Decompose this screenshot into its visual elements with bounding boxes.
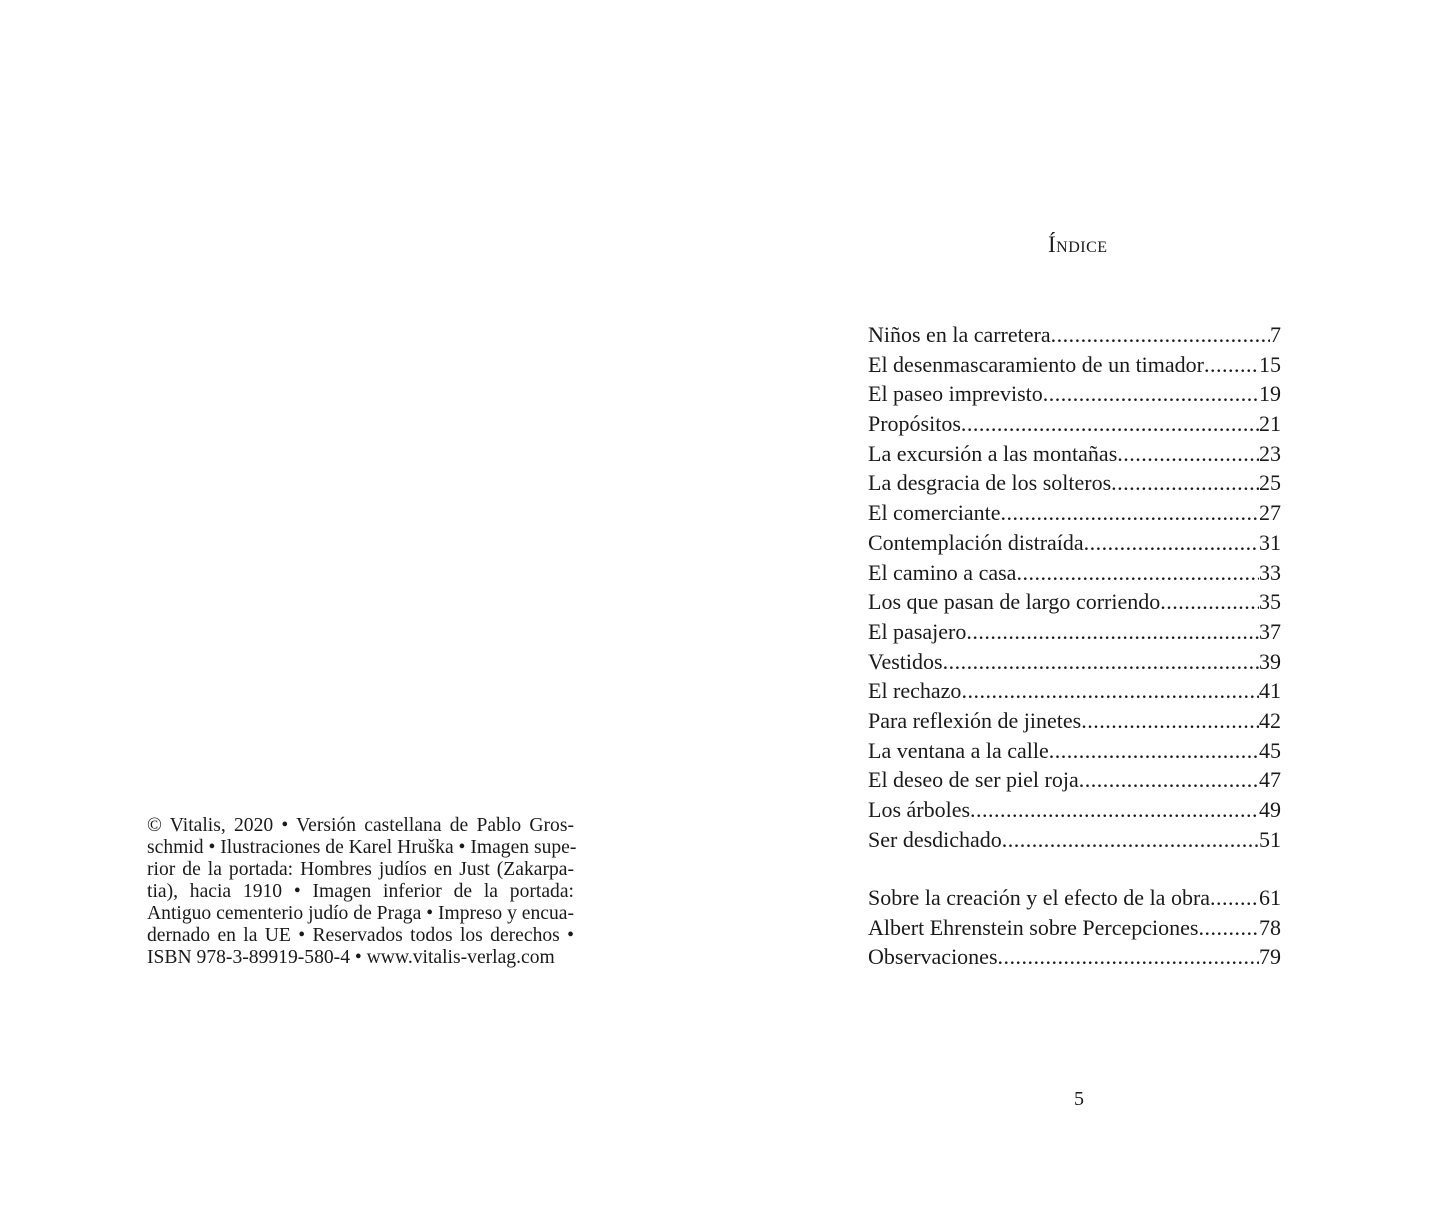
toc-entry-page: 45 xyxy=(1259,737,1281,763)
toc-entry xyxy=(868,528,1281,558)
toc-entry-title: Para reflexión de jinetes xyxy=(868,707,1082,733)
toc-dot-leader xyxy=(1117,439,1259,469)
toc-list xyxy=(868,320,1281,854)
toc-dot-leader xyxy=(998,942,1259,972)
toc-dot-leader xyxy=(1051,320,1270,350)
toc-entry xyxy=(868,765,1281,795)
toc-dot-leader xyxy=(1049,736,1259,766)
toc-entry-page: 37 xyxy=(1259,618,1281,644)
imprint-line: tia), hacia 1910 • Imagen inferior de la portada: xyxy=(147,881,574,902)
imprint-block xyxy=(147,815,577,969)
toc-entry xyxy=(868,736,1281,766)
toc-entry xyxy=(868,409,1281,439)
toc-entry-title: El deseo de ser piel roja xyxy=(868,767,1079,793)
toc-entry-page: 41 xyxy=(1259,678,1281,704)
toc-entry-page: 61 xyxy=(1259,885,1281,910)
toc-dot-leader xyxy=(1016,558,1259,588)
toc-entry-title: Observaciones xyxy=(868,944,998,970)
toc-entry-title: La ventana a la calle xyxy=(868,737,1049,763)
toc-entry-page: 25 xyxy=(1259,470,1281,496)
toc-dot-leader xyxy=(943,647,1259,677)
toc-entry xyxy=(868,942,1281,972)
toc-entry-title: El pasajero xyxy=(868,618,967,644)
toc-entry-title: Vestidos xyxy=(868,648,943,674)
toc-entry-title: El desenmascaramiento de un timador xyxy=(868,351,1204,377)
toc-entry xyxy=(868,883,1281,913)
toc-entry-page: 39 xyxy=(1259,648,1281,674)
toc-dot-leader xyxy=(961,676,1259,706)
toc-entry-title: El rechazo xyxy=(868,678,962,704)
toc-entry xyxy=(868,617,1281,647)
toc-entry-title: La desgracia de los solteros xyxy=(868,470,1112,496)
toc-entry xyxy=(868,587,1281,617)
toc-dot-leader xyxy=(1204,350,1259,380)
toc-entry-page: 35 xyxy=(1259,589,1281,615)
toc-entry-title: El camino a casa xyxy=(868,559,1017,585)
imprint-line: schmid • Ilustraciones de Karel Hruška • Imagen supe- xyxy=(147,837,577,858)
toc-dot-leader xyxy=(970,795,1259,825)
toc-title: Índice xyxy=(1048,232,1108,257)
toc-entry xyxy=(868,706,1281,736)
toc-entry-page: 49 xyxy=(1259,797,1281,822)
toc-entry-page: 42 xyxy=(1259,707,1281,733)
toc-entry-title: El comerciante xyxy=(868,500,1001,526)
toc-entry xyxy=(868,468,1281,498)
toc-entry-title: Sobre la creación y el efecto de la obra xyxy=(868,885,1211,910)
toc-entry-page: 33 xyxy=(1259,559,1281,585)
toc-entry-page: 21 xyxy=(1259,411,1281,437)
toc-entry-title: La excursión a las montañas xyxy=(868,440,1118,466)
toc-entry xyxy=(868,379,1281,409)
page-number: 5 xyxy=(1074,1088,1084,1110)
toc-entry-title: Los árboles xyxy=(868,797,971,822)
toc-entry xyxy=(868,676,1281,706)
toc-entry xyxy=(868,498,1281,528)
toc-entry xyxy=(868,439,1281,469)
toc-entry-title: Propósitos xyxy=(868,411,961,437)
toc-appendix-list xyxy=(868,883,1281,972)
toc-entry xyxy=(868,647,1281,677)
toc-entry-page: 79 xyxy=(1259,944,1281,970)
toc-dot-leader xyxy=(961,409,1259,439)
toc-entry-page: 23 xyxy=(1259,440,1281,466)
toc-dot-leader xyxy=(1160,587,1259,617)
imprint-line: © Vitalis, 2020 • Versión castellana de Pablo Gros- xyxy=(147,815,574,836)
toc-entry xyxy=(868,350,1281,380)
toc-entry xyxy=(868,913,1281,943)
toc-entry-title: Albert Ehrenstein sobre Percepciones xyxy=(868,914,1199,940)
toc-entry-title: Contemplación distraída xyxy=(868,529,1084,555)
toc-dot-leader xyxy=(1043,379,1259,409)
imprint-line: dernado en la UE • Reservados todos los derechos • xyxy=(147,925,574,946)
toc-dot-leader xyxy=(1084,528,1259,558)
toc-dot-leader xyxy=(1001,498,1259,528)
imprint-line: Antiguo cementerio judío de Praga • Impreso y encua- xyxy=(147,903,574,924)
toc-entry-title: Los que pasan de largo corriendo xyxy=(868,589,1161,615)
toc-entry-page: 51 xyxy=(1259,826,1281,852)
toc-dot-leader xyxy=(1002,825,1259,855)
toc-entry-page: 31 xyxy=(1259,529,1281,555)
toc-dot-leader xyxy=(1210,883,1259,913)
toc-entry-page: 7 xyxy=(1270,322,1281,347)
toc-dot-leader xyxy=(966,617,1259,647)
toc-dot-leader xyxy=(1111,468,1259,498)
toc-dot-leader xyxy=(1081,706,1259,736)
toc-entry-page: 47 xyxy=(1259,767,1281,793)
imprint-line: ISBN 978-3-89919-580-4 • www.vitalis-verlag.com xyxy=(147,947,555,968)
toc-entry-page: 19 xyxy=(1259,381,1281,407)
toc-dot-leader xyxy=(1199,913,1260,943)
toc-entry xyxy=(868,558,1281,588)
toc-entry-title: El paseo imprevisto xyxy=(868,381,1043,407)
toc-entry xyxy=(868,320,1281,350)
toc-entry-page: 78 xyxy=(1259,914,1281,940)
toc-entry xyxy=(868,795,1281,825)
imprint-line: rior de la portada: Hombres judíos en Just (Zakarpa- xyxy=(147,859,574,880)
toc-entry-page: 15 xyxy=(1259,351,1281,377)
toc-dot-leader xyxy=(1079,765,1259,795)
toc-entry-title: Niños en la carretera xyxy=(868,322,1051,347)
toc-entry xyxy=(868,825,1281,855)
toc-entry-title: Ser desdichado xyxy=(868,826,1002,852)
toc-entry-page: 27 xyxy=(1259,500,1281,526)
